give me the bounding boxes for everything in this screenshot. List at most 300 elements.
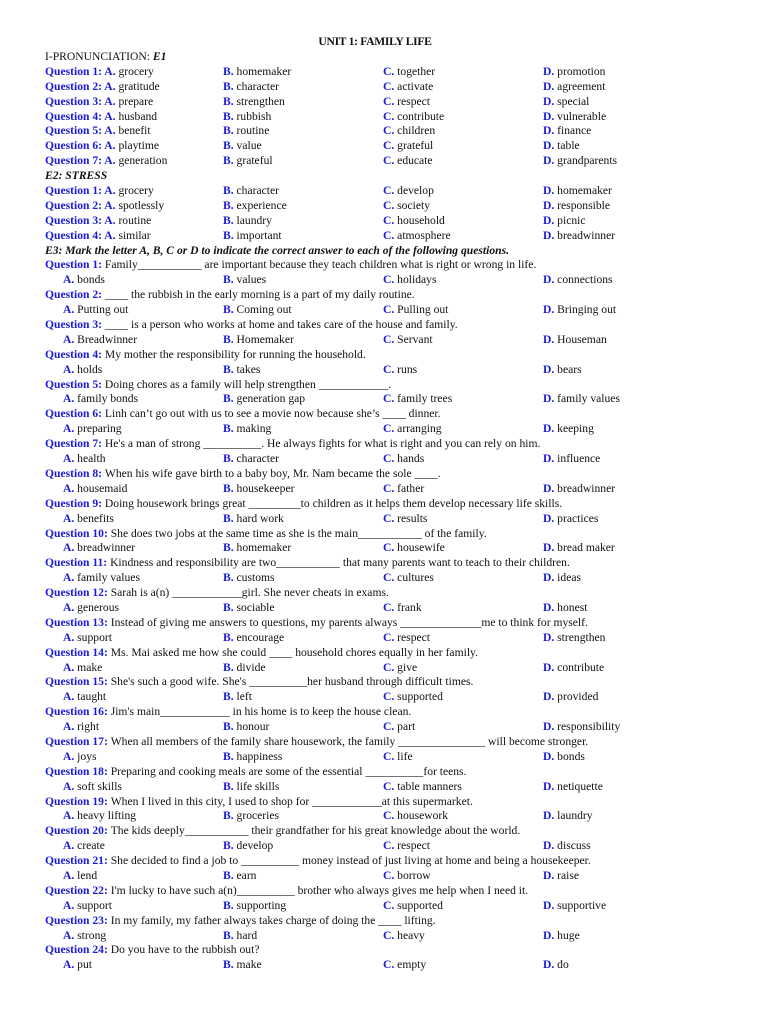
option-text: discuss (557, 839, 591, 853)
pron-q4-question-label: Question 4: (45, 109, 105, 123)
question-label: Question 23: (45, 913, 111, 927)
mcq-q13-option-a[interactable] (63, 631, 112, 646)
option-letter: A. (104, 94, 119, 108)
option-letter: A. (63, 749, 78, 763)
mcq-q12-option-a[interactable] (63, 601, 119, 616)
mcq-q11-option-a[interactable] (63, 571, 140, 586)
stress-q3-option-d[interactable] (543, 214, 586, 229)
mcq-q16-option-b[interactable] (223, 720, 269, 735)
pron-q1-option-b[interactable] (223, 65, 291, 80)
mcq-q19-option-a[interactable] (63, 809, 136, 824)
page-title: UNIT 1: FAMILY LIFE (318, 35, 432, 48)
mcq-q1-option-b[interactable] (223, 273, 266, 288)
mcq-q13-stem (45, 616, 745, 631)
question-text: The kids deeply___________ their grandfather for his great knowledge about the world. (110, 824, 521, 838)
mcq-q1-option-d[interactable] (543, 273, 613, 288)
mcq-q13-options-row (45, 631, 745, 646)
option-letter: B. (223, 124, 237, 138)
option-letter: A. (63, 452, 78, 466)
option-text: honour (236, 720, 270, 734)
pron-q4-option-d[interactable] (543, 110, 606, 125)
mcq-q20-option-b[interactable] (223, 839, 273, 854)
mcq-q14-option-b[interactable] (223, 661, 266, 676)
mcq-q23-options-row (45, 929, 745, 944)
option-text: put (77, 958, 92, 972)
option-text: husband (118, 109, 158, 123)
option-letter: A. (63, 541, 78, 555)
option-letter: D. (543, 630, 558, 644)
mcq-q18-option-a[interactable] (63, 780, 122, 795)
option-text: atmosphere (397, 228, 451, 242)
pron-q3-options-row (45, 95, 745, 110)
option-text: hands (397, 452, 425, 466)
option-letter: D. (543, 571, 558, 585)
option-text: homemaker (557, 184, 612, 198)
mcq-q23-option-b[interactable] (223, 929, 257, 944)
mcq-q4-option-b[interactable] (223, 363, 260, 378)
option-text: soft skills (77, 779, 122, 793)
mcq-q18-option-c[interactable] (383, 780, 462, 795)
mcq-q15-option-d[interactable] (543, 690, 598, 705)
mcq-q2-option-b[interactable] (223, 303, 292, 318)
option-text: special (557, 94, 590, 108)
mcq-q8-option-c[interactable] (383, 482, 424, 497)
stress-q2-option-c[interactable] (383, 199, 430, 214)
mcq-q8-option-b[interactable] (223, 482, 294, 497)
mcq-q11-option-c[interactable] (383, 571, 434, 586)
mcq-q8-option-a[interactable] (63, 482, 127, 497)
mcq-q9-option-b[interactable] (223, 512, 284, 527)
mcq-q16-option-a[interactable] (63, 720, 99, 735)
mcq-q18-option-b[interactable] (223, 780, 279, 795)
mcq-q16-stem (45, 705, 745, 720)
mcq-q23-option-a[interactable] (63, 929, 106, 944)
stress-q1-option-a[interactable] (45, 184, 154, 199)
mcq-q7-option-b[interactable] (223, 452, 279, 467)
mcq-q13-option-b[interactable] (223, 631, 284, 646)
option-text: educate (397, 154, 433, 168)
mcq-q17-option-d[interactable] (543, 750, 585, 765)
option-letter: A. (63, 303, 78, 317)
mcq-q21-option-b[interactable] (223, 869, 256, 884)
pron-q6-option-b[interactable] (223, 139, 262, 154)
option-letter: C. (383, 124, 398, 138)
mcq-q4-option-d[interactable] (543, 363, 582, 378)
pron-q2-option-c[interactable] (383, 80, 433, 95)
pron-q5-option-a[interactable] (45, 124, 151, 139)
mcq-q2-option-a[interactable] (63, 303, 128, 318)
option-letter: B. (223, 332, 237, 346)
pron-q3-option-c[interactable] (383, 95, 430, 110)
option-text: grandparents (557, 154, 618, 168)
option-text: taught (77, 690, 107, 704)
option-text: supportive (557, 898, 607, 912)
stress-q4-option-c[interactable] (383, 229, 451, 244)
mcq-q24-option-b[interactable] (223, 958, 262, 973)
option-letter: A. (63, 571, 78, 585)
option-letter: D. (543, 273, 558, 287)
pron-q6-option-d[interactable] (543, 139, 580, 154)
mcq-q15-options-row (45, 690, 745, 705)
pron-q4-option-c[interactable] (383, 110, 444, 125)
mcq-q13-option-d[interactable] (543, 631, 605, 646)
stress-q1-option-b[interactable] (223, 184, 279, 199)
mcq-q10-options-row (45, 541, 745, 556)
stress-q3-question-label: Question 3: (45, 213, 105, 227)
mcq-q9-option-d[interactable] (543, 512, 598, 527)
option-letter: C. (383, 809, 398, 823)
question-text: Preparing and cooking meals are some of the essential __________for teens. (110, 764, 467, 778)
stress-q3-option-c[interactable] (383, 214, 445, 229)
stress-q3-option-b[interactable] (223, 214, 272, 229)
question-label: Question 14: (45, 645, 111, 659)
mcq-q13-option-c[interactable] (383, 631, 430, 646)
mcq-q2-option-c[interactable] (383, 303, 448, 318)
mcq-q10-option-a[interactable] (63, 541, 135, 556)
option-letter: C. (383, 154, 398, 168)
pron-q7-option-a[interactable] (45, 154, 167, 169)
option-text: give (397, 660, 418, 674)
mcq-q10-stem (45, 527, 745, 542)
pronunciation-heading (45, 50, 745, 65)
option-text: grocery (118, 64, 154, 78)
question-text: Doing housework brings great _________to children as it helps them develop necessary life skills. (104, 496, 563, 510)
question-text: I'm lucky to have such a(n)__________ brother who always gives me help when I need it. (110, 883, 529, 897)
mcq-q6-option-d[interactable] (543, 422, 594, 437)
option-letter: C. (383, 79, 398, 93)
pron-q4-option-b[interactable] (223, 110, 271, 125)
question-text: ____ is a person who works at home and takes care of the house and family. (104, 318, 458, 332)
option-text: Servant (397, 332, 433, 346)
option-letter: D. (543, 749, 558, 763)
stress-heading: E2: STRESS (45, 169, 108, 183)
option-letter: C. (383, 228, 398, 242)
mcq-q21-option-d[interactable] (543, 869, 579, 884)
pron-q1-option-a[interactable] (45, 65, 154, 80)
question-label: Question 7: (45, 437, 105, 451)
mcq-q3-option-c[interactable] (383, 333, 433, 348)
option-letter: C. (383, 332, 398, 346)
option-text: supporting (236, 898, 287, 912)
option-text: strengthen (557, 630, 606, 644)
mcq-q14-option-d[interactable] (543, 661, 604, 676)
mcq-q20-stem (45, 824, 745, 839)
mcq-q4-options-row (45, 363, 745, 378)
mcq-q6-option-a[interactable] (63, 422, 122, 437)
mcq-q10-option-b[interactable] (223, 541, 291, 556)
question-label: Question 21: (45, 854, 111, 868)
option-text: part (397, 720, 416, 734)
mcq-q22-option-b[interactable] (223, 899, 286, 914)
option-text: household (397, 213, 445, 227)
pron-q5-option-d[interactable] (543, 124, 591, 139)
mcq-q12-option-b[interactable] (223, 601, 275, 616)
option-letter: A. (104, 213, 119, 227)
option-letter: A. (104, 184, 119, 198)
option-letter: C. (383, 392, 398, 406)
stress-q4-options-row (45, 229, 745, 244)
option-text: vulnerable (557, 109, 607, 123)
mcq-q5-option-c[interactable] (383, 392, 452, 407)
option-letter: C. (383, 273, 398, 287)
stress-q1-question-label: Question 1: (45, 184, 105, 198)
mcq-q3-option-a[interactable] (63, 333, 137, 348)
option-text: character (236, 452, 280, 466)
mcq-q16-option-c[interactable] (383, 720, 415, 735)
pron-q2-option-b[interactable] (223, 80, 279, 95)
mcq-q1-option-a[interactable] (63, 273, 105, 288)
mcq-q17-option-c[interactable] (383, 750, 413, 765)
pron-q5-option-c[interactable] (383, 124, 435, 139)
stress-q4-option-a[interactable] (45, 229, 151, 244)
question-label: Question 20: (45, 824, 111, 838)
mcq-q15-option-a[interactable] (63, 690, 106, 705)
option-letter: A. (63, 273, 78, 287)
pron-q3-option-d[interactable] (543, 95, 589, 110)
pron-q5-question-label: Question 5: (45, 124, 105, 138)
mcq-q23-option-d[interactable] (543, 929, 580, 944)
mcq-q5-option-d[interactable] (543, 392, 620, 407)
option-letter: C. (383, 362, 398, 376)
pronunciation-list (45, 65, 745, 169)
mcq-q10-option-d[interactable] (543, 541, 615, 556)
option-text: breadwinner (557, 481, 616, 495)
mcq-q4-option-a[interactable] (63, 363, 102, 378)
mcq-q1-options-row (45, 273, 745, 288)
option-letter: C. (383, 898, 398, 912)
option-text: character (236, 184, 280, 198)
mcq-q10-option-c[interactable] (383, 541, 445, 556)
option-text: grateful (397, 139, 434, 153)
option-text: Coming out (236, 303, 292, 317)
stress-q1-option-c[interactable] (383, 184, 434, 199)
mcq-q11-option-b[interactable] (223, 571, 275, 586)
mcq-q9-option-c[interactable] (383, 512, 427, 527)
mcq-q9-option-a[interactable] (63, 512, 114, 527)
option-text: benefits (77, 511, 114, 525)
option-letter: B. (223, 511, 237, 525)
option-letter: C. (383, 749, 398, 763)
mcq-q22-option-d[interactable] (543, 899, 606, 914)
option-letter: A. (104, 79, 119, 93)
option-letter: C. (383, 630, 398, 644)
pronunciation-heading-text: I-PRONUNCIATION: (45, 50, 153, 63)
option-letter: B. (223, 720, 237, 734)
option-letter: B. (223, 228, 237, 242)
option-letter: A. (63, 332, 78, 346)
mcq-q19-option-c[interactable] (383, 809, 448, 824)
mcq-q11-stem (45, 556, 745, 571)
mcq-q2-stem (45, 288, 745, 303)
mcq-q9-stem (45, 497, 745, 512)
option-text: spotlessly (118, 198, 165, 212)
mcq-q20-option-c[interactable] (383, 839, 430, 854)
mcq-q6-options-row (45, 422, 745, 437)
option-letter: D. (543, 541, 558, 555)
mcq-q20-option-d[interactable] (543, 839, 591, 854)
option-letter: D. (543, 79, 558, 93)
option-letter: C. (383, 690, 398, 704)
option-letter: D. (543, 690, 558, 704)
mcq-q22-option-a[interactable] (63, 899, 112, 914)
option-letter: A. (63, 600, 78, 614)
pron-q3-question-label: Question 3: (45, 94, 105, 108)
mcq-q19-stem (45, 795, 745, 810)
option-letter: D. (543, 809, 558, 823)
mcq-q21-option-c[interactable] (383, 869, 431, 884)
stress-q4-question-label: Question 4: (45, 228, 105, 242)
mcq-q24-option-a[interactable] (63, 958, 92, 973)
pron-q3-option-b[interactable] (223, 95, 285, 110)
mcq-q17-options-row (45, 750, 745, 765)
option-letter: C. (383, 109, 398, 123)
mcq-q12-option-c[interactable] (383, 601, 422, 616)
option-text: housework (397, 809, 449, 823)
option-text: happiness (236, 749, 283, 763)
pron-q2-option-a[interactable] (45, 80, 160, 95)
mcq-q3-options-row (45, 333, 745, 348)
mcq-q15-option-b[interactable] (223, 690, 252, 705)
mcq-q22-options-row (45, 899, 745, 914)
mcq-q24-option-d[interactable] (543, 958, 569, 973)
option-letter: A. (63, 422, 78, 436)
option-text: life (397, 749, 413, 763)
mcq-q19-option-b[interactable] (223, 809, 279, 824)
option-text: routine (118, 213, 152, 227)
option-letter: C. (383, 303, 398, 317)
mcq-q19-option-d[interactable] (543, 809, 593, 824)
question-text: Kindness and responsibility are two___________ that many parents want to teach to their children. (110, 556, 570, 570)
option-text: homemaker (236, 64, 292, 78)
mcq-q5-option-b[interactable] (223, 392, 305, 407)
mcq-q23-option-c[interactable] (383, 929, 425, 944)
question-text: Ms. Mai asked me how she could ____ household chores equally in her family. (110, 645, 478, 659)
pronunciation-tag: E1 (152, 50, 167, 63)
mcq-list (45, 258, 745, 973)
option-letter: B. (223, 779, 237, 793)
pron-q7-option-d[interactable] (543, 154, 617, 169)
pron-q3-option-a[interactable] (45, 95, 153, 110)
option-letter: C. (383, 452, 398, 466)
stress-q2-option-b[interactable] (223, 199, 287, 214)
option-text: develop (397, 184, 434, 198)
option-text: Homemaker (236, 332, 294, 346)
mcq-q17-option-a[interactable] (63, 750, 97, 765)
stress-q4-option-d[interactable] (543, 229, 615, 244)
question-text: She decided to find a job to __________ money instead of just living at home and being a housekeeper. (110, 854, 591, 868)
option-text: preparing (77, 422, 122, 436)
mcq-q7-option-a[interactable] (63, 452, 106, 467)
mcq-q12-option-d[interactable] (543, 601, 587, 616)
mcq-q3-option-d[interactable] (543, 333, 607, 348)
option-text: generation (118, 154, 168, 168)
pron-q7-options-row (45, 154, 745, 169)
pron-q6-option-a[interactable] (45, 139, 159, 154)
mcq-q14-option-c[interactable] (383, 661, 417, 676)
option-text: responsibility (557, 720, 621, 734)
option-letter: D. (543, 154, 558, 168)
option-text: takes (236, 362, 261, 376)
pron-q4-option-a[interactable] (45, 110, 157, 125)
mcq-q17-option-b[interactable] (223, 750, 282, 765)
option-text: customs (236, 571, 275, 585)
option-letter: B. (223, 958, 237, 972)
option-text: connections (557, 273, 613, 287)
mcq-q8-option-d[interactable] (543, 482, 615, 497)
mcq-q22-option-c[interactable] (383, 899, 443, 914)
option-text: netiquette (557, 779, 603, 793)
mcq-q5-option-a[interactable] (63, 392, 138, 407)
mcq-q3-stem (45, 318, 745, 333)
mcq-q20-options-row (45, 839, 745, 854)
pron-q5-option-b[interactable] (223, 124, 269, 139)
mcq-q7-option-c[interactable] (383, 452, 424, 467)
mcq-q7-option-d[interactable] (543, 452, 600, 467)
mcq-q14-option-a[interactable] (63, 661, 102, 676)
option-letter: A. (63, 898, 78, 912)
pron-q2-option-d[interactable] (543, 80, 605, 95)
question-text: Do you have to the rubbish out? (110, 943, 260, 957)
option-text: support (77, 630, 112, 644)
mcq-q1-option-c[interactable] (383, 273, 436, 288)
option-text: prepare (118, 94, 154, 108)
mcq-q20-option-a[interactable] (63, 839, 105, 854)
mcq-q4-option-c[interactable] (383, 363, 417, 378)
pron-q1-option-d[interactable] (543, 65, 605, 80)
question-text: When I lived in this city, I used to shop for ____________at this supermarket. (110, 794, 473, 808)
option-text: support (77, 898, 112, 912)
pron-q6-option-c[interactable] (383, 139, 433, 154)
pron-q7-option-c[interactable] (383, 154, 433, 169)
option-letter: D. (543, 720, 558, 734)
option-letter: B. (223, 79, 237, 93)
option-letter: D. (543, 184, 558, 198)
mcq-q6-option-b[interactable] (223, 422, 271, 437)
pron-q4-options-row (45, 110, 745, 125)
option-text: contribute (557, 660, 605, 674)
option-text: empty (397, 958, 427, 972)
pron-q7-option-b[interactable] (223, 154, 273, 169)
question-label: Question 9: (45, 496, 105, 510)
mcq-q6-option-c[interactable] (383, 422, 442, 437)
stress-q3-option-a[interactable] (45, 214, 151, 229)
mcq-q2-option-d[interactable] (543, 303, 616, 318)
option-text: character (236, 79, 280, 93)
stress-q1-option-d[interactable] (543, 184, 612, 199)
mcq-q24-option-c[interactable] (383, 958, 426, 973)
pron-q1-option-c[interactable] (383, 65, 435, 80)
mcq-q18-option-d[interactable] (543, 780, 603, 795)
mcq-q11-option-d[interactable] (543, 571, 581, 586)
option-letter: B. (223, 303, 237, 317)
option-text: activate (397, 79, 434, 93)
mcq-q21-stem (45, 854, 745, 869)
stress-q4-option-b[interactable] (223, 229, 282, 244)
option-letter: B. (223, 928, 237, 942)
option-letter: C. (383, 779, 398, 793)
option-letter: A. (63, 511, 78, 525)
stress-q2-option-d[interactable] (543, 199, 610, 214)
mcq-q15-option-c[interactable] (383, 690, 443, 705)
mcq-q3-option-b[interactable] (223, 333, 294, 348)
mcq-q16-option-d[interactable] (543, 720, 620, 735)
option-text: holidays (397, 273, 437, 287)
option-letter: D. (543, 600, 558, 614)
mcq-q7-stem (45, 437, 745, 452)
option-text: encourage (236, 630, 285, 644)
stress-q2-option-a[interactable] (45, 199, 164, 214)
mcq-q21-option-a[interactable] (63, 869, 97, 884)
